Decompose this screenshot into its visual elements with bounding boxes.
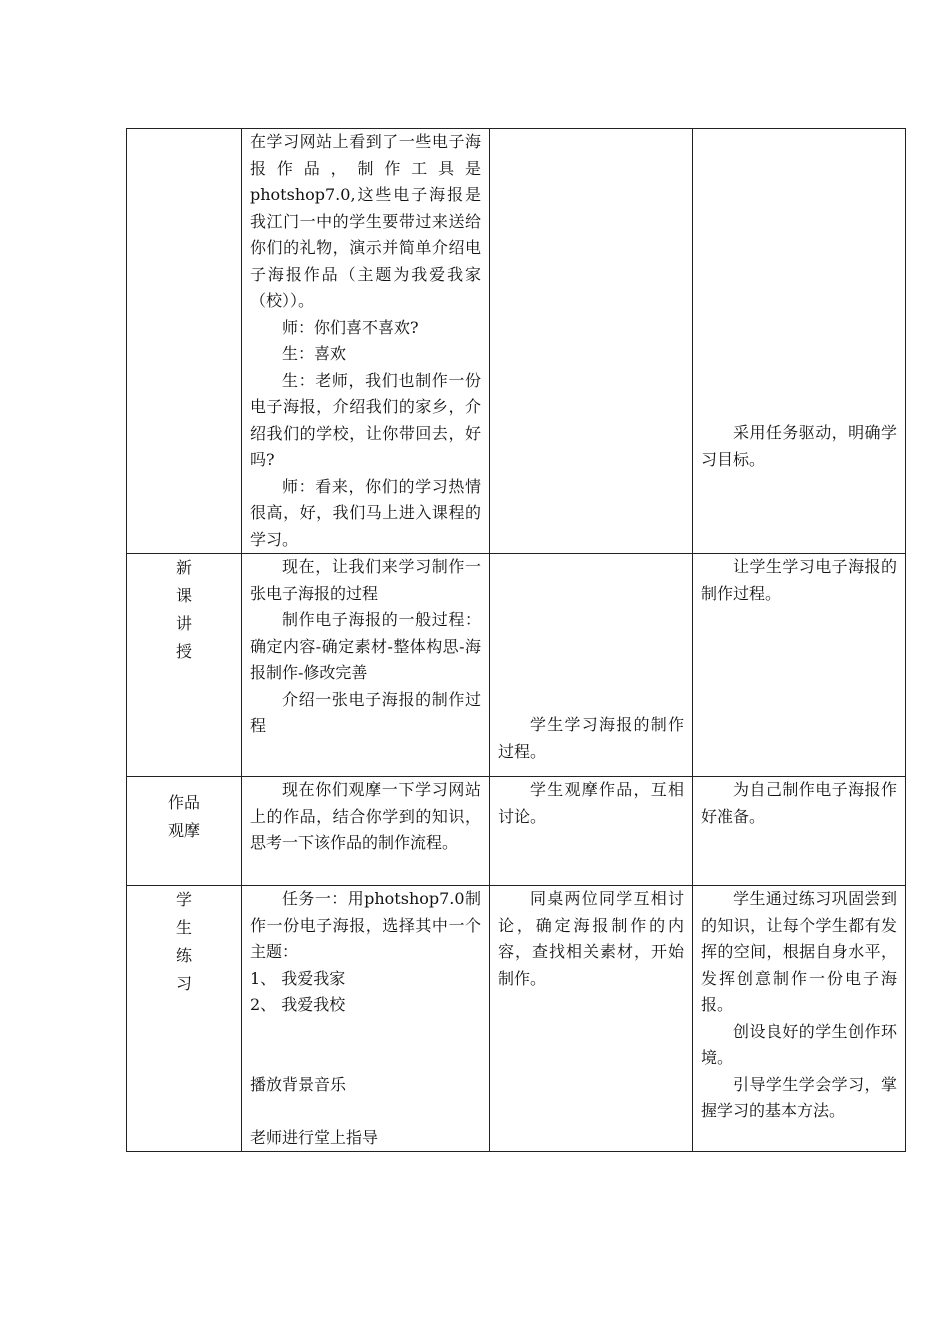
paragraph: 现在，让我们来学习制作一张电子海报的过程 (250, 557, 481, 603)
paragraph: 学生通过练习巩固尝到的知识，让每个学生都有发挥的空间，根据自身水平，发挥创意制作一份电子海报。 (701, 889, 897, 1014)
student-activity-cell (490, 554, 693, 777)
label-char: 学 (175, 890, 192, 909)
spacer (250, 1019, 481, 1046)
paragraph: 现在你们观摩一下学习网站上的作品，结合你学到的知识，思考一下该作品的制作流程。 (250, 780, 481, 852)
label-text: 观摩 (167, 821, 200, 840)
paragraph: 生：喜欢 (282, 344, 347, 363)
paragraph: 为自己制作电子海报作好准备。 (701, 780, 897, 826)
label-char: 课 (175, 586, 192, 605)
teacher-activity-cell (242, 777, 490, 886)
student-activity-cell (490, 886, 693, 1152)
paragraph: 在学习网站上看到了一些电子海报作品，制作工具是photshop7.0,这些电子海报是我江门一中的学生要带过来送给你们的礼物，演示并简单介绍电子海报作品（主题为我爱我家（校））。 (250, 132, 481, 310)
table-row (127, 129, 906, 554)
label-char: 授 (175, 642, 192, 661)
paragraph: 让学生学习电子海报的制作过程。 (701, 557, 897, 603)
design-intent-cell (693, 129, 906, 554)
student-activity-cell (490, 129, 693, 554)
list-item: 1、 我爱我家 (250, 968, 346, 988)
design-intent-cell (693, 886, 906, 1152)
paragraph: 介绍一张电子海报的制作过程 (250, 689, 481, 735)
paragraph: 师：你们喜不喜欢? (282, 317, 419, 337)
table-row (127, 777, 906, 886)
design-intent-cell (693, 554, 906, 777)
paragraph: 采用任务驱动，明确学习目标。 (701, 423, 897, 469)
label-char: 讲 (175, 614, 192, 633)
paragraph: 播放背景音乐 (250, 1074, 347, 1094)
paragraph: 同桌两位同学互相讨论，确定海报制作的内容，查找相关素材，开始制作。 (498, 889, 684, 988)
spacer (250, 1098, 481, 1125)
spacer (250, 1045, 481, 1072)
paragraph: 学生学习海报的制作过程。 (498, 715, 684, 761)
teacher-activity-cell (242, 554, 490, 777)
label-char: 练 (175, 946, 192, 965)
label-char: 新 (175, 558, 192, 577)
student-activity-cell (490, 777, 693, 886)
paragraph: 创设良好的学生创作环境。 (701, 1021, 897, 1067)
table-row (127, 886, 906, 1152)
paragraph: 学生观摩作品，互相讨论。 (498, 780, 684, 826)
row-label-work-review (127, 777, 242, 886)
paragraph: 引导学生学会学习，掌握学习的基本方法。 (701, 1074, 897, 1120)
label-text: 作品 (167, 793, 200, 812)
label-char: 习 (175, 974, 192, 993)
label-char: 生 (175, 918, 192, 937)
row-label-new-lesson (127, 554, 242, 777)
table-row (127, 554, 906, 777)
lesson-plan-table (126, 128, 906, 1152)
teacher-activity-cell (242, 886, 490, 1152)
paragraph: 老师进行堂上指导 (250, 1127, 379, 1147)
paragraph: 师：看来，你们的学习热情很高，好，我们马上进入课程的学习。 (250, 476, 481, 549)
paragraph: 任务一：用photshop7.0制作一份电子海报，选择其中一个主题： (250, 889, 481, 961)
design-intent-cell (693, 777, 906, 886)
paragraph: 制作电子海报的一般过程：确定内容-确定素材-整体构思-海报制作-修改完善 (250, 610, 481, 682)
teacher-activity-cell (242, 129, 490, 554)
list-item: 2、 我爱我校 (250, 995, 346, 1014)
row-label-empty (127, 129, 242, 554)
paragraph: 生：老师，我们也制作一份电子海报，介绍我们的家乡，介绍我们的学校，让你带回去，好吗? (250, 370, 481, 469)
row-label-student-practice (127, 886, 242, 1152)
